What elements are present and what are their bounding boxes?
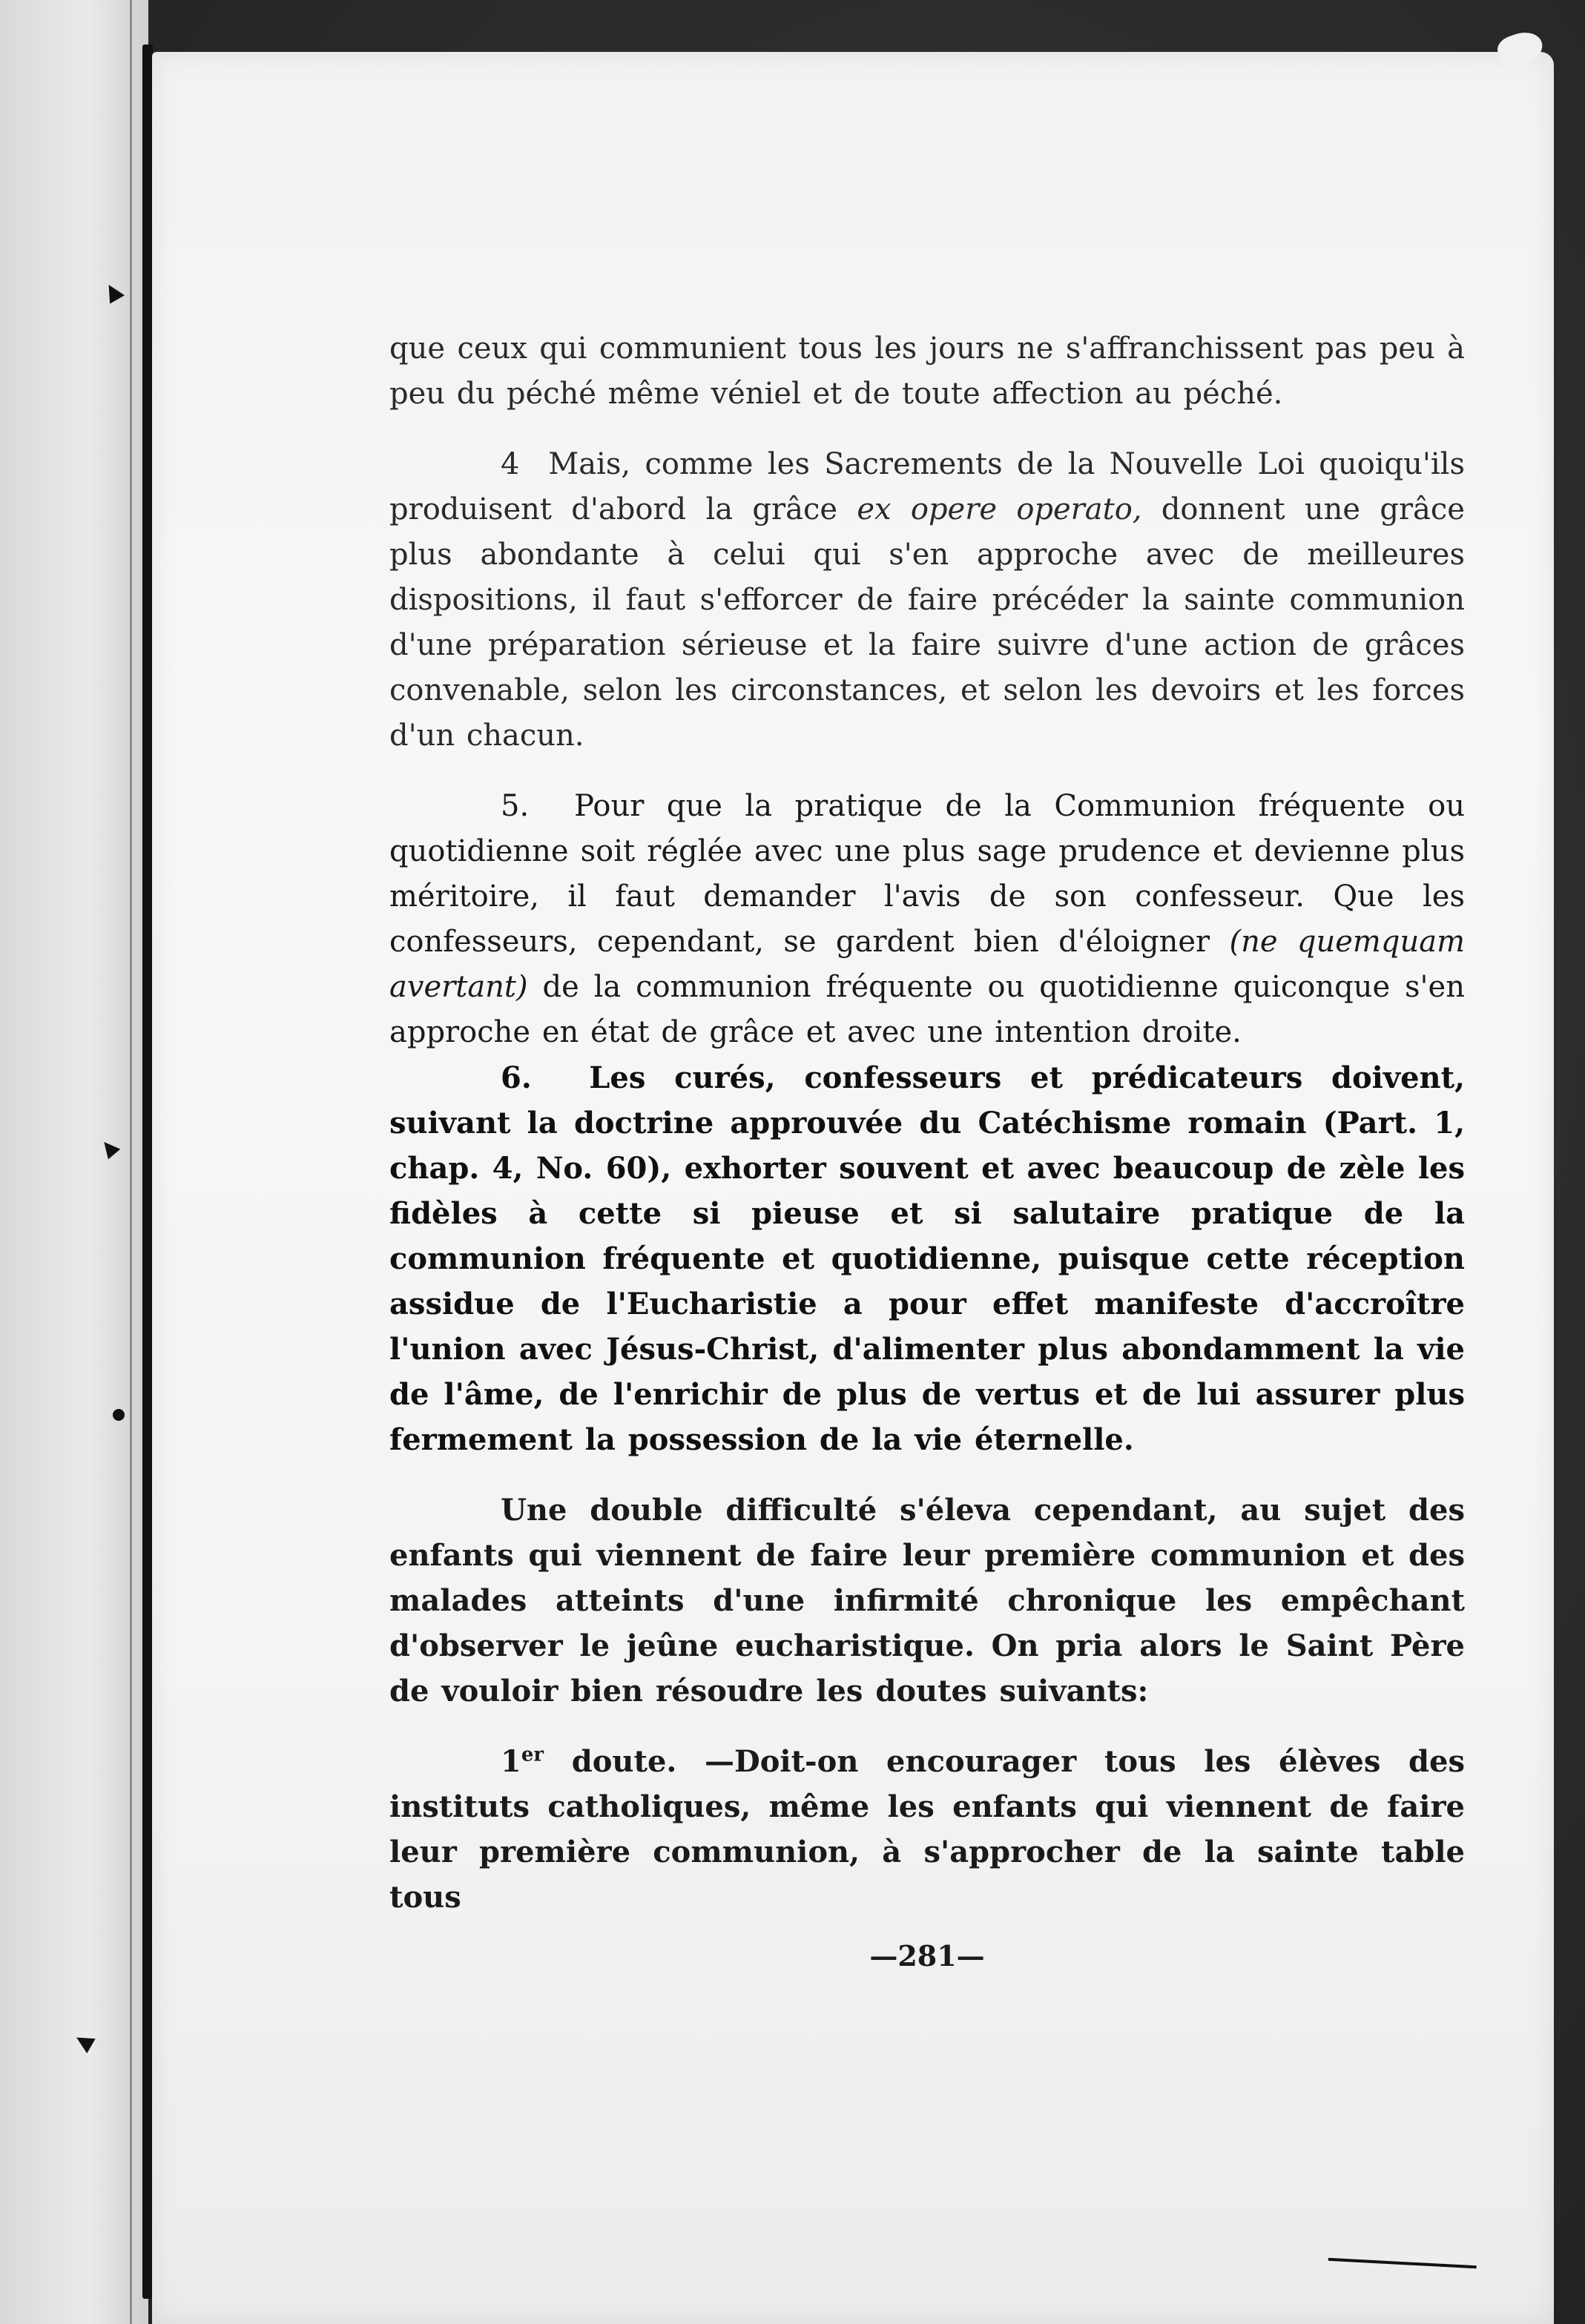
page-number: —281— (869, 1939, 985, 1973)
paragraph-gap (389, 1462, 1465, 1488)
paragraph-gap (389, 417, 1465, 442)
scan-mark: ▲ (98, 275, 127, 307)
paragraph-6 (389, 1055, 1465, 1462)
page-edge-shadow (142, 44, 153, 2299)
paragraph-4-text: Mais, comme les Sacrements de la Nouvelle Loi quoiqu'ils produisent d'abord la grâce (389, 447, 1466, 526)
paragraph-5-text-end: de la communion fréquente ou quotidienne quiconque s'en approche en état de grâce et avec une intention droite. (389, 970, 1465, 1049)
paragraph-4-number: 4 (501, 447, 520, 481)
scan-dot (113, 1409, 125, 1421)
paragraph-5-text: Pour que la pratique de la Communion fréquente ou quotidienne soit réglée avec une plus sage prudence et devienne plus méritoire, il faut demander l'avis de son confesseur. Que les confesseurs, cependant, se gardent bien d'éloigner (389, 789, 1466, 959)
paragraph-gap (389, 1714, 1465, 1739)
paragraph-6-number: 6. (501, 1060, 532, 1095)
paragraph-continuation (389, 326, 1465, 417)
paragraph-5-number: 5. (501, 789, 530, 823)
scan-mark: ▲ (93, 1132, 122, 1162)
paragraph-gap (389, 759, 1465, 784)
paragraph-doubt-1 (389, 1739, 1465, 1920)
scan-mark: ▲ (67, 2027, 99, 2056)
paragraph-5-italic: (ne quemquam avertant) (389, 925, 1465, 1004)
gutter-line (130, 0, 132, 2324)
left-facing-page-edge (0, 0, 148, 2324)
doubt-label: doute. (571, 1744, 677, 1779)
paragraph-difficulty (389, 1488, 1465, 1714)
doubt-ordinal: 1 (501, 1744, 521, 1779)
paragraph-4-text-end: donnent une grâce plus abondante à celui qui s'en approche avec de meilleures dispositions, il faut s'efforcer de faire précéder la sainte communion d'une préparation sérieuse et la faire suivre d'une action de grâces convenable, selon les circonstances, et selon les devoirs et les forces d'un chacun. (389, 492, 1465, 753)
page-text (389, 326, 1465, 1978)
paragraph-5 (389, 784, 1465, 1055)
paragraph-6-text: Les curés, confesseurs et prédicateurs doivent, suivant la doctrine approuvée du Catéchisme romain (Part. 1, chap. 4, No. 60), exhorter souvent et avec beaucoup de zèle les fidèles à cette si pieuse et si salutaire pratique de la communion fréquente et quotidienne, puisque cette réception assidue de l'Eucharistie a pour effet manifeste d'accroître l'union avec Jésus-Christ, d'alimenter plus abondamment la vie de l'âme, de l'enrichir de plus de vertus et de lui assurer plus fermement la possession de la vie éternelle. (389, 1060, 1466, 1457)
paragraph-4 (389, 442, 1465, 759)
doubt-ordinal-suffix: er (521, 1743, 544, 1766)
paragraph-continuation-text: que ceux qui communient tous les jours ne s'affranchissent pas peu à peu du péché même véniel et de toute affection au péché. (389, 331, 1465, 411)
paragraph-difficulty-text: Une double difficulté s'éleva cependant, au sujet des enfants qui viennent de faire leur première communion et des malades atteints d'une infirmité chronique les empêchant d'observer le jeûne eucharistique. On pria alors le Saint Père de vouloir bien résoudre les doutes suivants: (389, 1493, 1465, 1709)
paragraph-4-italic: ex opere operato, (857, 492, 1142, 526)
doubt-text: —Doit-on encourager tous les élèves des instituts catholiques, même les enfants qui viennent de faire leur première communion, à s'approcher de la sainte table tous (389, 1744, 1465, 1915)
